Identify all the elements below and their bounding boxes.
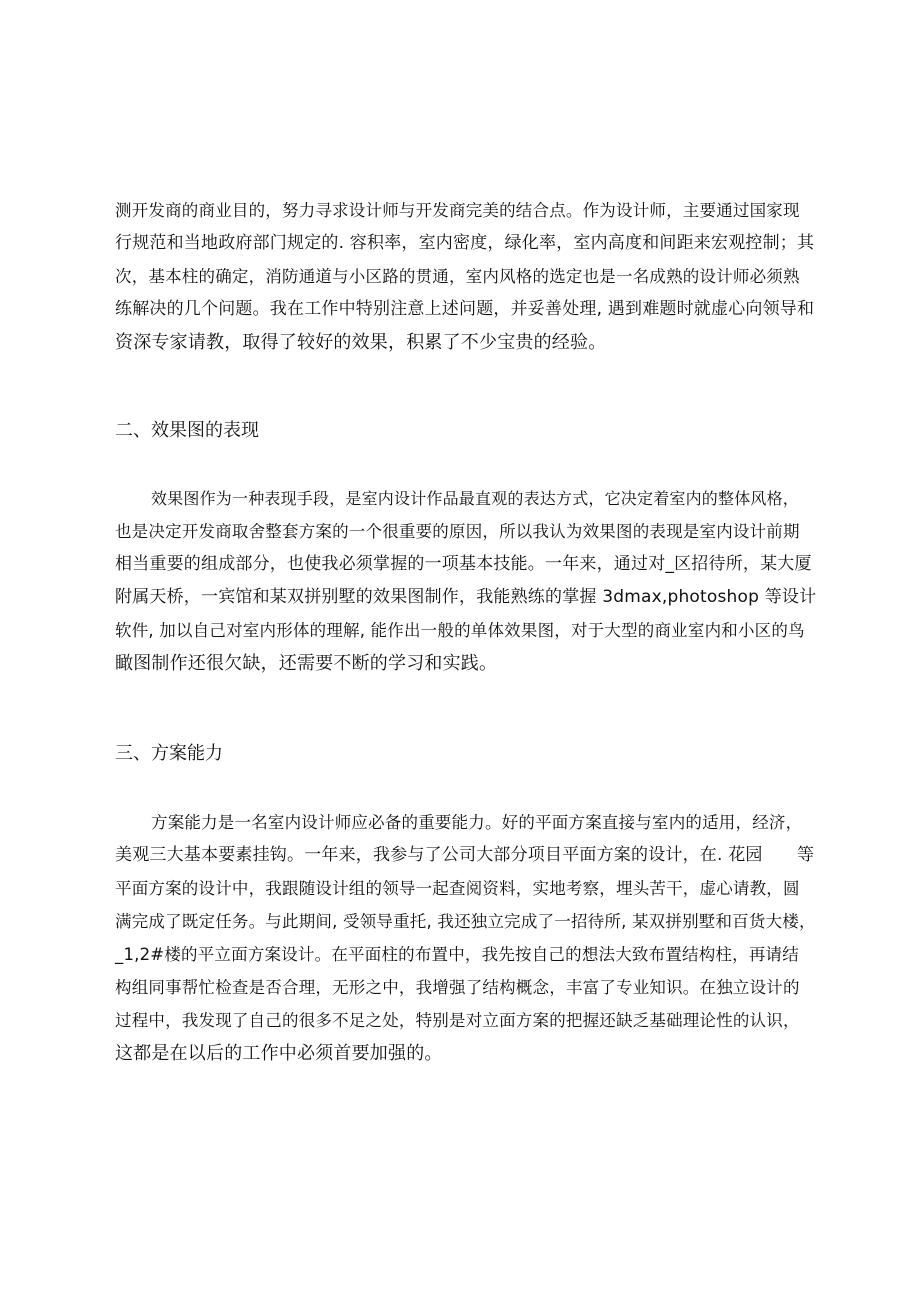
paragraph-planning-goals [115,194,815,359]
text-line: 资深专家请教，取得了较好的效果，积累了不少宝贵的经验。 [115,332,607,353]
text-line: 满完成了既定任务。与此期间, 受领导重托, 我还独立完成了一招待所, 某双拼别墅和百货大楼， [115,912,816,931]
text-line: 美观三大基本要素挂钩。一年来，我参与了公司大部分项目平面方案的设计，在. 花园 等 [115,845,815,865]
paragraph-scheme-ability [115,806,815,1070]
text-line: 练解决的几个问题。我在工作中特别注意上述问题，并妥善处理, 遇到难题时就虚心向领导和 [115,299,815,319]
text-line: 效果图作为一种表现手段，是室内设计作品最直观的表达方式，它决定着室内的整体风格， [151,489,800,508]
text-line: 次，基本柱的确定，消防通道与小区路的贯通，室内风格的选定也是一名成熟的设计师必须熟 [115,267,800,286]
text-line: _1,2#楼的平立面方案设计。在平面柱的布置中，我先按自己的想法大致布置结构柱，再请结 [115,945,799,964]
paragraph-rendering [115,482,815,680]
text-line: 构组同事帮忙检查是否合理，无形之中，我增强了结构概念，丰富了专业知识。在独立设计的 [115,978,800,997]
text-line: 软件, 加以自己对室内形体的理解, 能作出一般的单体效果图，对于大型的商业室内和小区的鸟 [115,621,805,640]
text-line: 过程中，我发现了自己的很多不足之处，特别是对立面方案的把握还缺乏基础理论性的认识， [115,1011,800,1030]
text-line: 测开发商的商业目的，努力寻求设计师与开发商完美的结合点。作为设计师，主要通过国家现 [115,201,800,220]
text-line: 这都是在以后的工作中必须首要加强的。 [115,1043,443,1064]
text-line: 也是决定开发商取舍整套方案的一个很重要的原因，所以我认为效果图的表现是室内设计前期 [115,522,800,541]
section-heading-scheme-ability: 三、方案能力 [115,743,223,764]
text-line: 附属天桥，一宾馆和某双拼别墅的效果图制作，我能熟练的掌握 3dmax,photoshop 等设计 [115,587,817,607]
text-line: 相当重要的组成部分，也使我必须掌握的一项基本技能。一年来，通过对_区招待所，某大厦 [115,554,812,574]
text-line: 方案能力是一名室内设计师应必备的重要能力。好的平面方案直接与室内的适用，经济， [151,813,803,832]
text-line: 行规范和当地政府部门规定的. 容积率，室内密度，绿化率，室内高度和间距来宏观控制；其 [115,233,815,253]
section-heading-rendering: 二、效果图的表现 [115,420,259,441]
text-line: 平面方案的设计中，我跟随设计组的领导一起查阅资料，实地考察，埋头苦干，虚心请教，圆 [115,879,800,898]
text-line: 瞰图制作还很欠缺，还需要不断的学习和实践。 [115,653,498,674]
